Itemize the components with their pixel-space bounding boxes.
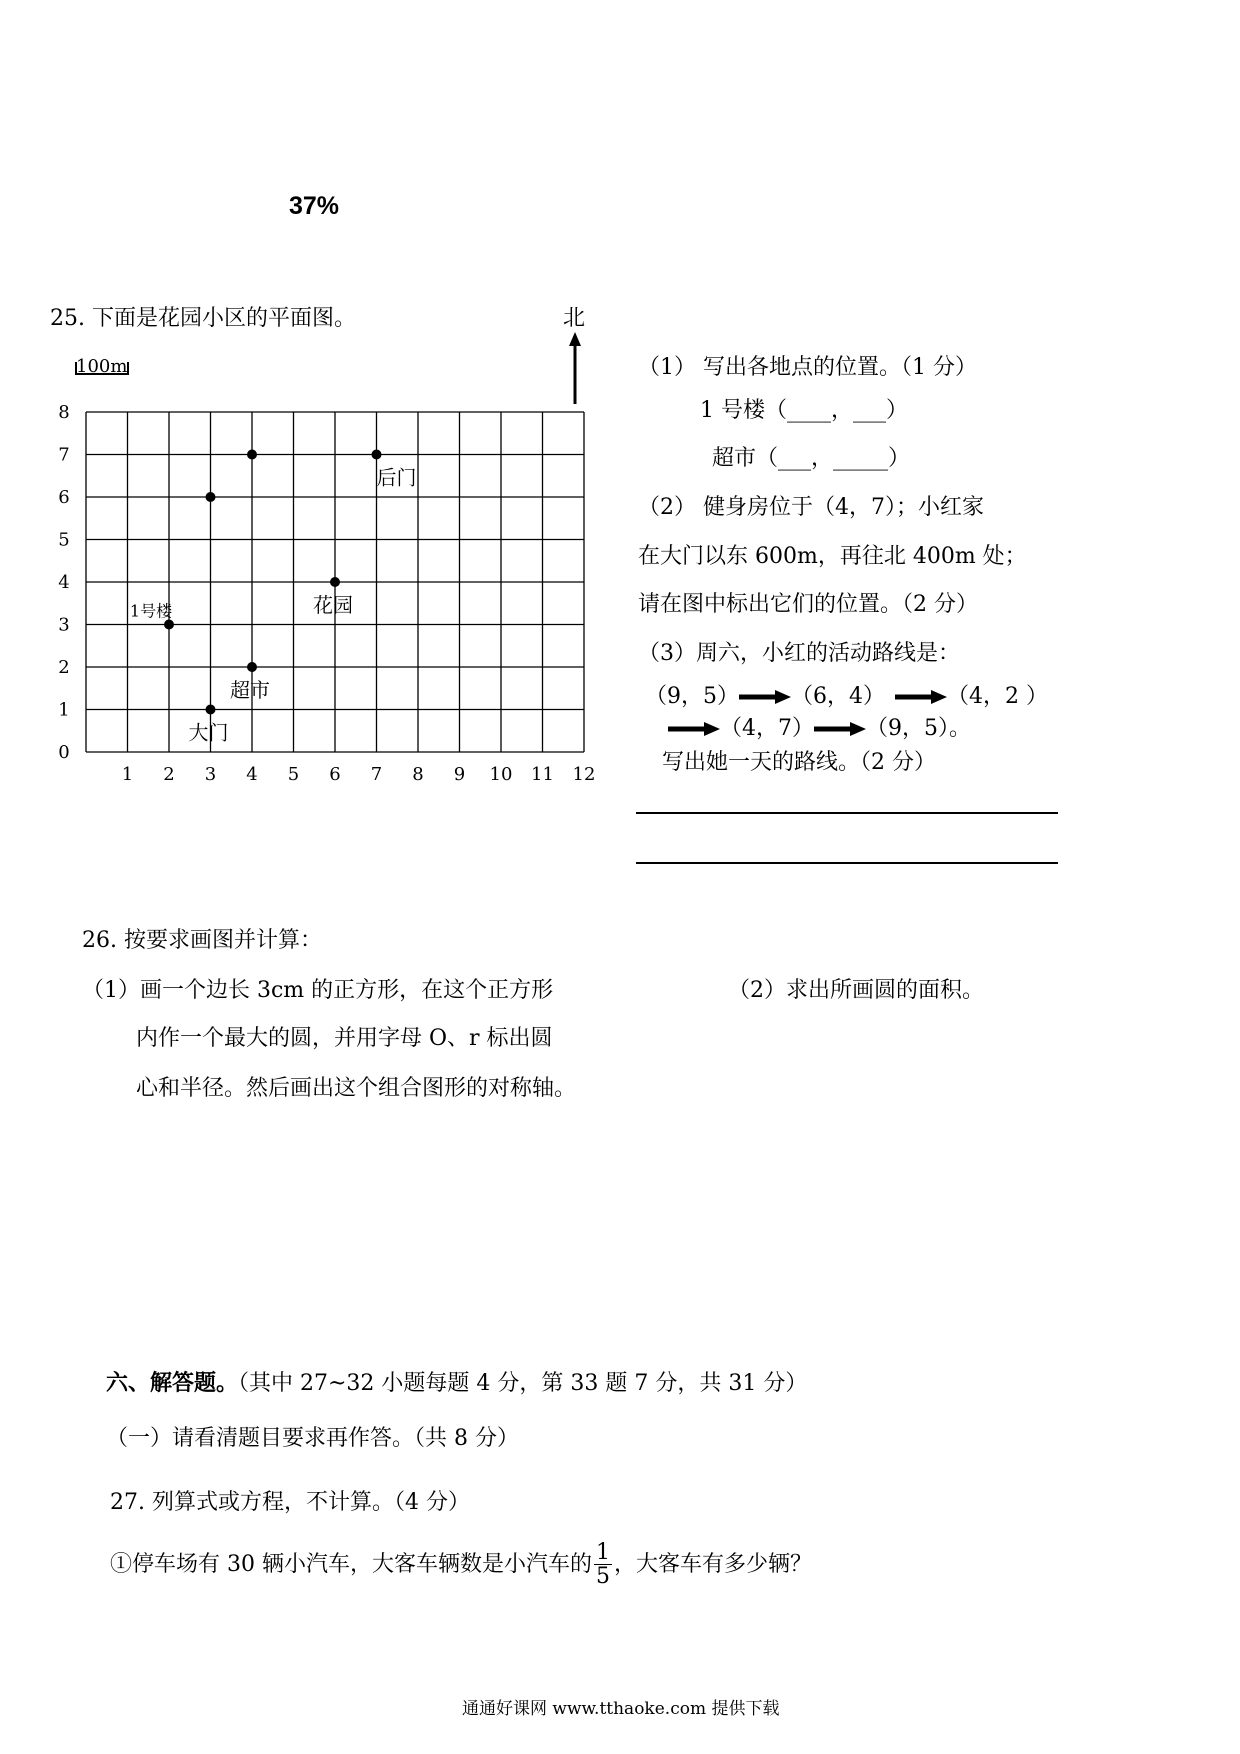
route-line-1 bbox=[645, 686, 1048, 708]
scale-bar bbox=[76, 356, 128, 377]
map-point bbox=[164, 620, 174, 630]
q25-p1-building: 1 号楼（____，___） bbox=[700, 398, 908, 423]
map-point-label: 后门 bbox=[376, 465, 417, 490]
x-tick-label: 7 bbox=[370, 764, 383, 785]
q26-p1-line3: 心和半径。然后画出这个组合图形的对称轴。 bbox=[136, 1076, 577, 1101]
x-tick-label: 4 bbox=[246, 764, 258, 785]
map-point bbox=[206, 705, 216, 715]
q27-item1-text: ①停车场有 30 辆小汽车，大客车辆数是小汽车的 bbox=[110, 1551, 592, 1577]
north-label: 北 bbox=[563, 306, 586, 331]
route-line-2 bbox=[668, 718, 971, 740]
q26-p2: （2）求出所画圆的面积。 bbox=[728, 978, 984, 1003]
map-point bbox=[372, 450, 382, 460]
fraction bbox=[594, 1541, 612, 1588]
q27-item1-text-end: ，大客车有多少辆？ bbox=[613, 1551, 812, 1577]
section6-heading-row bbox=[106, 1372, 807, 1395]
y-tick-label: 8 bbox=[58, 402, 70, 423]
map-point-label: 大门 bbox=[188, 720, 229, 745]
scale-label: 100m bbox=[76, 356, 128, 377]
fraction-denominator: 5 bbox=[595, 1564, 610, 1590]
footer: 通通好课网 www.tthaoke.com 提供下载 bbox=[462, 1699, 780, 1719]
q26-title: 26. 按要求画图并计算： bbox=[82, 928, 322, 953]
y-tick-label: 7 bbox=[58, 444, 70, 466]
north-arrow-icon bbox=[563, 306, 585, 404]
x-tick-label: 12 bbox=[572, 764, 596, 785]
q25-p3-line4: 写出她一天的路线。（2 分） bbox=[662, 750, 936, 775]
q25-p2-line1: （2） 健身房位于（4，7）；小红家 bbox=[638, 495, 984, 520]
arrow-right-icon bbox=[668, 721, 720, 737]
route-stop: （4，7） bbox=[720, 716, 814, 741]
q27-title: 27. 列算式或方程，不计算。（4 分） bbox=[110, 1490, 470, 1515]
x-tick-label: 9 bbox=[453, 764, 466, 785]
fraction-numerator: 1 bbox=[595, 1540, 610, 1565]
y-tick-label: 4 bbox=[58, 572, 70, 593]
y-tick-label: 0 bbox=[58, 742, 70, 763]
section6-heading: 六、解答题。 bbox=[106, 1370, 239, 1396]
arrow-right-icon bbox=[895, 689, 947, 705]
map-point-label: 1号楼 bbox=[129, 601, 173, 621]
x-tick-label: 10 bbox=[489, 764, 513, 785]
route-stop: （4，2 ） bbox=[947, 684, 1048, 709]
route-stop: （9，5） bbox=[645, 684, 739, 709]
answer-line[interactable] bbox=[636, 812, 1058, 814]
map-point bbox=[206, 492, 216, 502]
y-tick-label: 6 bbox=[58, 487, 70, 508]
x-tick-label: 8 bbox=[412, 764, 424, 785]
map-point-label: 花园 bbox=[313, 593, 353, 617]
x-tick-label: 2 bbox=[163, 764, 175, 785]
map-point bbox=[247, 450, 257, 460]
section6-sub: （一）请看清题目要求再作答。（共 8 分） bbox=[106, 1426, 519, 1451]
q25-p1: （1） 写出各地点的位置。（1 分） bbox=[638, 355, 977, 380]
q27-item1 bbox=[110, 1541, 812, 1588]
map-grid-svg bbox=[50, 300, 610, 790]
q25-p1-market: 超市（___，_____） bbox=[712, 446, 911, 471]
q25-title: 25. 下面是花园小区的平面图。 bbox=[50, 306, 356, 331]
q25-p2-line3: 请在图中标出它们的位置。（2 分） bbox=[638, 592, 978, 617]
route-stop: （9，5）。 bbox=[866, 716, 971, 741]
q25-map bbox=[50, 300, 610, 790]
top-value: 37% bbox=[289, 192, 340, 220]
map-point bbox=[247, 662, 257, 672]
arrow-right-icon bbox=[739, 689, 791, 705]
section6-heading-note: （其中 27~32 小题每题 4 分，第 33 题 7 分，共 31 分） bbox=[238, 1371, 808, 1396]
x-tick-label: 6 bbox=[329, 764, 341, 785]
x-tick-label: 11 bbox=[531, 764, 554, 785]
y-tick-label: 3 bbox=[58, 614, 70, 636]
map-point bbox=[330, 577, 340, 587]
answer-line[interactable] bbox=[636, 862, 1058, 864]
q26-p1-line2: 内作一个最大的圆，并用字母 O、r 标出圆 bbox=[136, 1026, 553, 1051]
q25-p2-line2: 在大门以东 600m，再往北 400m 处； bbox=[638, 544, 1027, 569]
y-tick-label: 1 bbox=[58, 699, 70, 721]
x-tick-label: 1 bbox=[121, 764, 134, 785]
arrow-right-icon bbox=[814, 721, 866, 737]
q26-p1-line1: （1）画一个边长 3cm 的正方形，在这个正方形 bbox=[82, 978, 554, 1003]
y-tick-label: 5 bbox=[58, 529, 70, 551]
map-point-label: 超市 bbox=[230, 678, 270, 702]
x-tick-label: 5 bbox=[287, 764, 300, 785]
y-tick-label: 2 bbox=[58, 657, 70, 678]
q25-p3-line1: （3）周六，小红的活动路线是： bbox=[638, 641, 960, 666]
x-tick-label: 3 bbox=[204, 764, 217, 785]
route-stop: （6，4） bbox=[791, 684, 885, 709]
